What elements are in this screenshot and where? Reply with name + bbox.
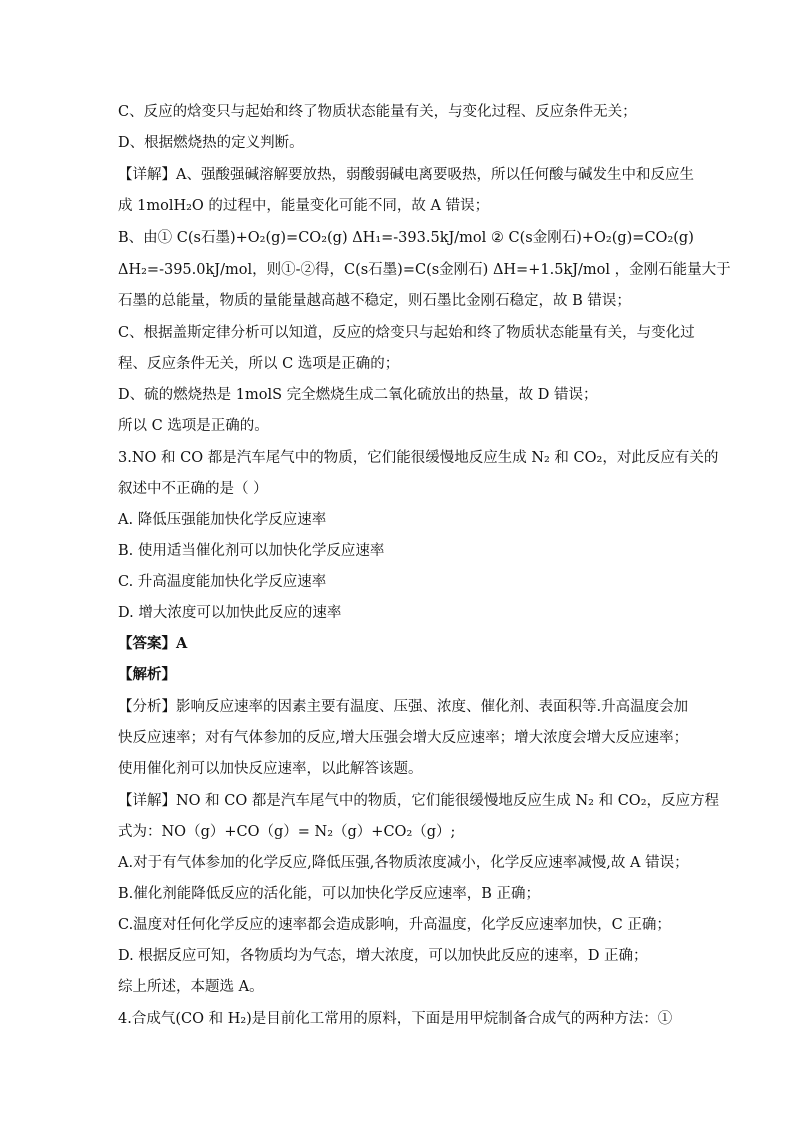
- text-line: 石墨的总能量，物质的量能量越高越不稳定，则石墨比金刚石稳定，故 B 错误；: [118, 293, 631, 309]
- text-line: 成 1molH₂O 的过程中，能量变化可能不同，故 A 错误；: [118, 198, 490, 214]
- text-line: B.催化剂能降低反应的活化能，可以加快化学反应速率，B 正确；: [118, 886, 541, 902]
- question-4-stem: 4.合成气(CO 和 H₂)是目前化工常用的原料，下面是用甲烷制备合成气的两种方法：①: [118, 1011, 673, 1027]
- text-line: 【详解】A、强酸强碱溶解要放热，弱酸弱碱电离要吸热，所以任何酸与碱发生中和反应生: [118, 167, 694, 183]
- text-line: B、由① C(s石墨)+O₂(g)=CO₂(g) ΔH₁=-393.5kJ/mol ② C(s金刚石)+O₂(g)=CO₂(g): [118, 230, 694, 246]
- text-line: C.温度对任何化学反应的速率都会造成影响，升高温度，化学反应速率加快，C 正确；: [118, 917, 671, 933]
- text-line: D. 根据反应可知，各物质均为气态，增大浓度，可以加快此反应的速率，D 正确；: [118, 948, 648, 964]
- text-line: ΔH₂=-395.0kJ/mol，则①-②得，C(s石墨)=C(s金刚石) ΔH=+1.5kJ/mol ，金刚石能量大于: [118, 262, 731, 278]
- text-line: D、硫的燃烧热是 1molS 完全燃烧生成二氧化硫放出的热量，故 D 错误；: [118, 387, 598, 403]
- text-line: 使用催化剂可以加快反应速率，以此解答该题。: [118, 761, 423, 777]
- text-line: C、根据盖斯定律分析可以知道，反应的焓变只与起始和终了物质状态能量有关，与变化过: [118, 325, 695, 341]
- answer-line: 【答案】A: [118, 635, 188, 652]
- text-line: 所以 C 选项是正确的。: [118, 418, 269, 434]
- option-a: A. 降低压强能加快化学反应速率: [118, 512, 327, 528]
- text-line: 综上所述，本题选 A。: [118, 979, 264, 995]
- option-b: B. 使用适当催化剂可以加快化学反应速率: [118, 543, 385, 559]
- analysis-heading: 【解析】: [118, 666, 176, 683]
- text-line: 【分析】影响反应速率的因素主要有温度、压强、浓度、催化剂、表面积等.升高温度会加: [118, 699, 689, 715]
- option-c: C. 升高温度能加快化学反应速率: [118, 574, 327, 590]
- text-line: 式为：NO（g）+CO（g）= N₂（g）+CO₂（g）;: [118, 824, 456, 840]
- text-line: 【详解】NO 和 CO 都是汽车尾气中的物质，它们能很缓慢地反应生成 N₂ 和 CO₂，反应方程: [118, 793, 720, 809]
- question-3-stem: 叙述中不正确的是（ ）: [118, 481, 268, 497]
- question-3-stem: 3.NO 和 CO 都是汽车尾气中的物质，它们能很缓慢地反应生成 N₂ 和 CO₂，对此反应有关的: [118, 450, 719, 466]
- text-line: C、反应的焓变只与起始和终了物质状态能量有关，与变化过程、反应条件无关；: [118, 104, 637, 120]
- option-d: D. 增大浓度可以加快此反应的速率: [118, 605, 342, 621]
- text-line: A.对于有气体参加的化学反应,降低压强,各物质浓度减小，化学反应速率减慢,故 A 错误；: [118, 855, 689, 871]
- text-line: 程、反应条件无关，所以 C 选项是正确的；: [118, 356, 400, 372]
- text-line: 快反应速率；对有气体参加的反应,增大压强会增大反应速率；增大浓度会增大反应速率；: [118, 730, 689, 746]
- text-line: D、根据燃烧热的定义判断。: [118, 135, 304, 151]
